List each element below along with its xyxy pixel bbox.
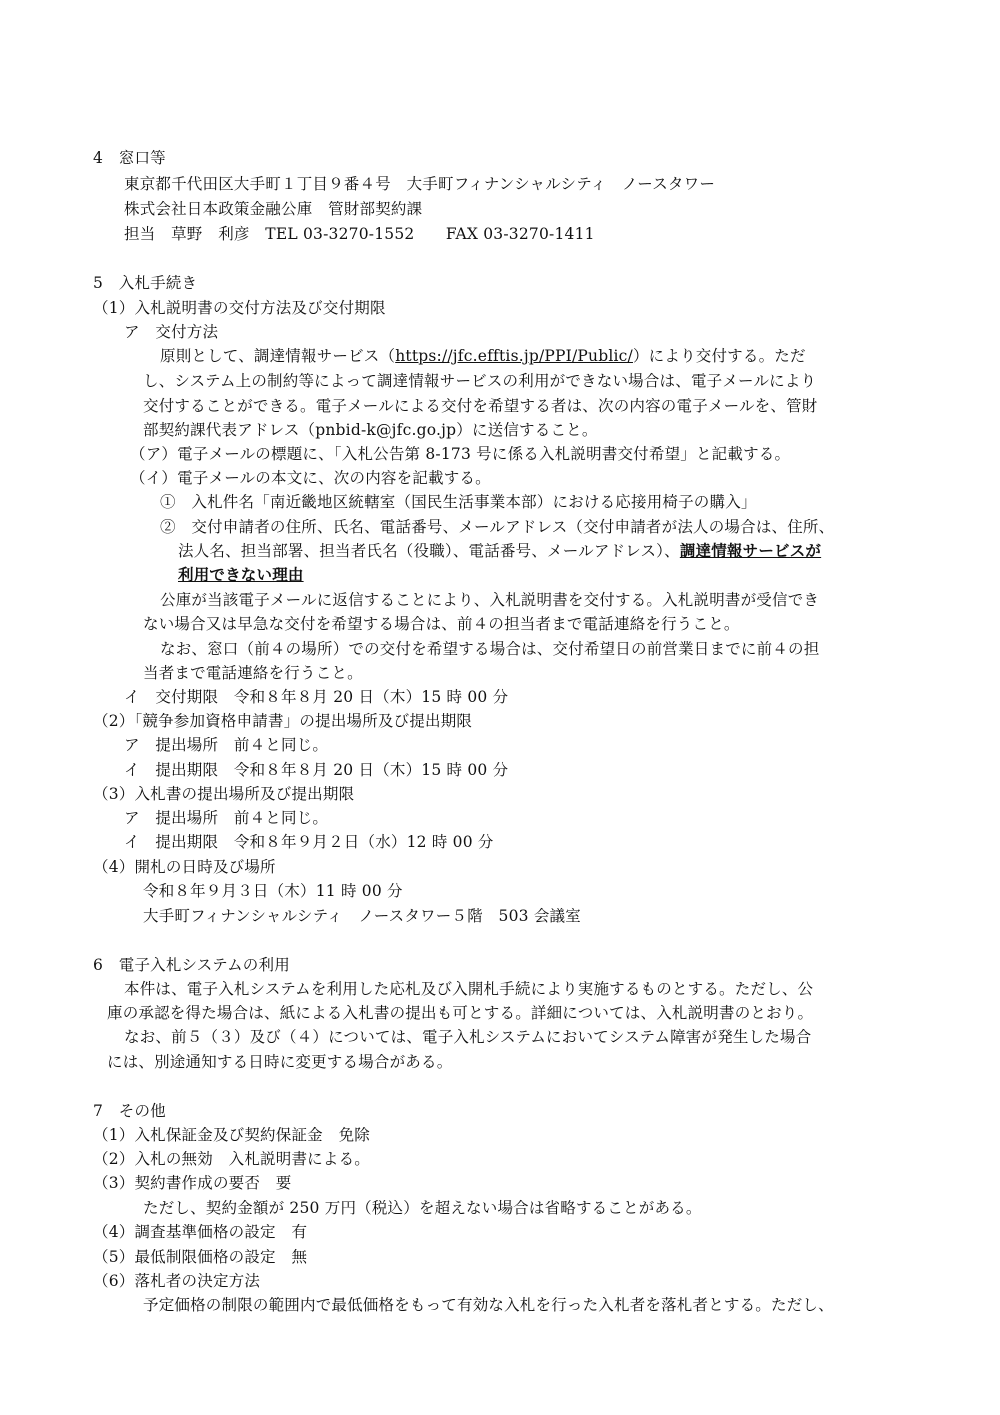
s5-p1-item-2-line1: ② 交付申請者の住所、氏名、電話番号、メールアドレス（交付申請者が法人の場合は、住所、 [160,518,835,536]
s5-p4-date: 令和８年９月３日（木）11 時 00 分 [143,882,403,900]
s7-item-6-text: 予定価格の制限の範囲内で最低価格をもって有効な入札を行った入札者を落札者とする。ただし、 [143,1296,834,1314]
s5-p3-heading: （3）入札書の提出場所及び提出期限 [93,785,355,803]
s5-p1-sub-i: （イ）電子メールの本文に、次の内容を記載する。 [130,469,491,487]
s5-p1-a-heading: ア 交付方法 [124,323,219,341]
section-4-contact: 担当 草野 利彦 TEL 03-3270-1552 FAX 03-3270-1411 [124,225,595,243]
s6-line2: 庫の承認を得た場合は、紙による入札書の提出も可とする。詳細については、入札説明書のとおり。 [107,1004,814,1022]
s5-p1-reply-line2: ない場合又は早急な交付を希望する場合は、前４の担当者まで電話連絡を行うこと。 [143,615,740,633]
procurement-url-link[interactable]: https://jfc.efftis.jp/PPI/Public/ [395,347,633,365]
s5-p4-place: 大手町フィナンシャルシティ ノースタワー５階 503 会議室 [143,907,581,925]
s7-item-3-note: ただし、契約金額が 250 万円（税込）を超えない場合は省略することがある。 [143,1199,702,1217]
s7-item-1: （1）入札保証金及び契約保証金 免除 [93,1126,370,1144]
section-4-org: 株式会社日本政策金融公庫 管財部契約課 [124,200,423,218]
s5-p1-sub-a: （ア）電子メールの標題に、「入札公告第 8-173 号に係る入札説明書交付希望」と記載する。 [130,445,791,463]
s7-item-3: （3）契約書作成の要否 要 [93,1174,292,1192]
emphasis-text: 調達情報サービスが [679,541,822,560]
section-7-heading: 7 その他 [93,1102,166,1120]
section-6-heading: 6 電子入札システムの利用 [93,956,290,974]
s5-p1-window-line2: 当者まで電話連絡を行うこと。 [143,664,363,682]
s7-item-4: （4）調査基準価格の設定 有 [93,1223,308,1241]
s5-p1-reply-line1: 公庫が当該電子メールに返信することにより、入札説明書を交付する。入札説明書が受信でき [160,591,820,609]
s5-p2-place: ア 提出場所 前４と同じ。 [124,736,329,754]
s5-p1-item-2-line3: 利用できない理由 [178,565,304,584]
s5-p2-heading: （2）「競争参加資格申請書」の提出場所及び提出期限 [93,712,473,730]
s5-p1-a-line3: 交付することができる。電子メールによる交付を希望する者は、次の内容の電子メールを、管財 [143,397,818,415]
s5-p3-place: ア 提出場所 前４と同じ。 [124,809,329,827]
s5-p1-window-line1: なお、窓口（前４の場所）での交付を希望する場合は、交付希望日の前営業日までに前４の担 [160,640,820,658]
s7-item-2: （2）入札の無効 入札説明書による。 [93,1150,370,1168]
s6-line4: には、別途通知する日時に変更する場合がある。 [107,1053,453,1071]
section-5-heading: 5 入札手続き [93,274,198,292]
s6-line3: なお、前５（３）及び（４）については、電子入札システムにおいてシステム障害が発生した場合 [124,1028,812,1046]
s7-item-5: （5）最低制限価格の設定 無 [93,1248,308,1266]
s5-p1-a-line4: 部契約課代表アドレス（pnbid-k@jfc.go.jp）に送信すること。 [143,421,598,439]
s5-p1-a-line1: 原則として、調達情報サービス（https://jfc.efftis.jp/PPI/Public/）により交付する。ただ [160,347,806,365]
s7-item-6: （6）落札者の決定方法 [93,1272,261,1290]
s5-p2-deadline: イ 提出期限 令和８年８月 20 日（木）15 時 00 分 [124,761,509,779]
s6-line1: 本件は、電子入札システムを利用した応札及び入開札手続により実施するものとする。ただし、公 [124,980,814,998]
s5-p1-deadline: イ 交付期限 令和８年８月 20 日（木）15 時 00 分 [124,688,509,706]
s5-p1-item-2-line2: 法人名、担当部署、担当者氏名（役職）、電話番号、メールアドレス）、調達情報サービスが [178,541,822,560]
s5-p1-heading: （1）入札説明書の交付方法及び交付期限 [93,299,386,317]
s5-p4-heading: （4）開札の日時及び場所 [93,858,276,876]
s5-p1-item-1: ① 入札件名「南近畿地区統轄室（国民生活事業本部）における応接用椅子の購入」 [160,493,757,511]
section-4-heading: 4 窓口等 [93,149,166,167]
s5-p1-a-line2: し、システム上の制約等によって調達情報サービスの利用ができない場合は、電子メールにより [143,372,817,390]
section-4-address: 東京都千代田区大手町１丁目９番４号 大手町フィナンシャルシティ ノースタワー [124,175,716,193]
s5-p3-deadline: イ 提出期限 令和８年９月２日（水）12 時 00 分 [124,833,494,851]
